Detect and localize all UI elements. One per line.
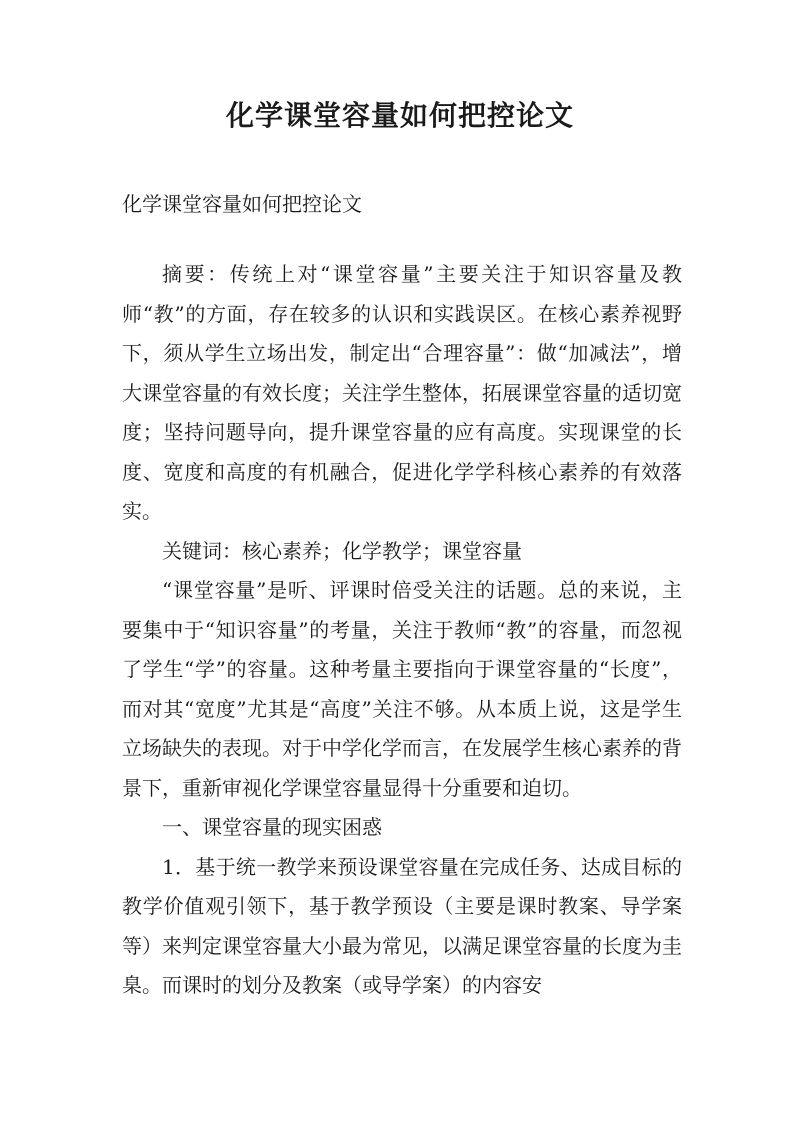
abstract-paragraph: 摘要：传统上对“课堂容量”主要关注于知识容量及教师“教”的方面，存在较多的认识和实践误区。在核心素养视野下，须从学生立场出发，制定出“合理容量”：做“加减法”，增大课堂容量的有效长度；关注学生整体，拓展课堂容量的适切宽度；坚持问题导向，提升课堂容量的应有高度。实现课堂的长度、宽度和高度的有机融合，促进化学学科核心素养的有效落实。 bbox=[122, 262, 682, 523]
keywords-paragraph: 关键词：核心素养；化学教学；课堂容量 bbox=[162, 538, 522, 563]
document-title: 化学课堂容量如何把控论文 bbox=[225, 99, 574, 132]
document-body bbox=[122, 255, 682, 1006]
document-subtitle: 化学课堂容量如何把控论文 bbox=[122, 192, 362, 216]
section-heading: 一、课堂容量的现实困惑 bbox=[162, 815, 382, 839]
section-paragraph: 1．基于统一教学来预设课堂容量在完成任务、达成目标的教学价值观引领下，基于教学预设（主要是课时教案、导学案等）来判定课堂容量大小最为常见，以满足课堂容量的长度为圭臬。而课时的划分及教案（或导学案）的内容安 bbox=[122, 854, 682, 997]
intro-paragraph: “课堂容量”是听、评课时倍受关注的话题。总的来说，主要集中于“知识容量”的考量，关注于教师“教”的容量，而忽视了学生“学”的容量。这种考量主要指向于课堂容量的“长度”，而对其“宽度”尤其是“高度”关注不够。从本质上说，这是学生立场缺失的表现。对于中学化学而言，在发展学生核心素养的背景下，重新审视化学课堂容量显得十分重要和迫切。 bbox=[122, 578, 682, 800]
